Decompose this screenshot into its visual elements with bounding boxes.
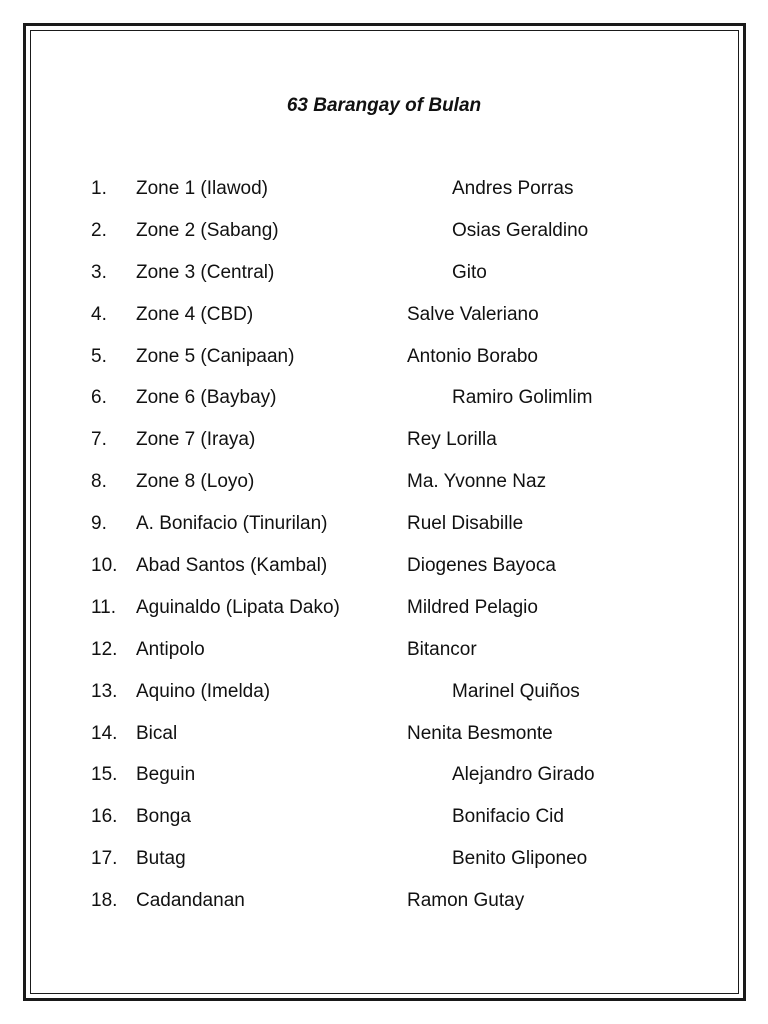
barangay-captain: Andres Porras: [452, 178, 574, 199]
barangay-captain: Osias Geraldino: [452, 219, 589, 241]
list-item: [0, 345, 768, 387]
barangay-captain: Alejandro Girado: [452, 764, 595, 786]
item-number: 11.: [91, 596, 117, 618]
list-item: [0, 722, 768, 764]
item-number: 13.: [91, 680, 118, 702]
barangay-name: Zone 2 (Sabang): [136, 219, 279, 241]
barangay-captain: Bitancor: [407, 638, 477, 660]
barangay-captain: Ramiro Golimlim: [452, 387, 593, 409]
list-item: [0, 805, 768, 847]
barangay-captain: Ma. Yvonne Naz: [407, 471, 547, 493]
barangay-name: Cadandanan: [136, 890, 245, 912]
barangay-name: Zone 6 (Baybay): [136, 387, 277, 409]
list-item: [0, 680, 768, 722]
item-number: 2.: [91, 219, 107, 241]
item-number: 1.: [91, 178, 107, 199]
barangay-captain: Rey Lorilla: [407, 429, 497, 451]
list-item: [0, 177, 768, 219]
item-number: 16.: [91, 806, 118, 828]
list-item: [0, 428, 768, 470]
barangay-captain: Mildred Pelagio: [407, 596, 538, 618]
barangay-list: [0, 177, 768, 931]
list-item: [0, 596, 768, 638]
list-item: [0, 470, 768, 512]
barangay-name: Zone 7 (Iraya): [136, 429, 256, 451]
barangay-name: Aguinaldo (Lipata Dako): [136, 596, 340, 618]
barangay-captain: Gito: [452, 261, 487, 283]
list-item: [0, 889, 768, 931]
barangay-name: Zone 3 (Central): [136, 261, 275, 283]
barangay-name: Abad Santos (Kambal): [136, 555, 328, 577]
item-number: 18.: [91, 890, 118, 912]
barangay-captain: Diogenes Bayoca: [407, 555, 556, 577]
barangay-name: Antipolo: [136, 638, 205, 660]
barangay-captain: Nenita Besmonte: [407, 722, 553, 744]
barangay-name: Beguin: [136, 764, 196, 786]
barangay-name: A. Bonifacio (Tinurilan): [136, 513, 328, 535]
barangay-name: Zone 4 (CBD): [136, 303, 254, 325]
barangay-name: Zone 1 (Ilawod): [136, 178, 269, 199]
list-item: [0, 554, 768, 596]
item-number: 17.: [91, 848, 118, 870]
document-title: 63 Barangay of Bulan: [286, 95, 482, 116]
list-item: [0, 638, 768, 680]
barangay-name: Zone 8 (Loyo): [136, 471, 255, 493]
list-item: [0, 303, 768, 345]
item-number: 10.: [91, 555, 118, 577]
list-item: [0, 386, 768, 428]
item-number: 5.: [91, 345, 107, 367]
item-number: 12.: [91, 638, 118, 660]
barangay-captain: Marinel Quiños: [452, 680, 580, 702]
barangay-name: Aquino (Imelda): [136, 680, 271, 702]
barangay-captain: Benito Gliponeo: [452, 848, 588, 870]
item-number: 7.: [91, 429, 107, 451]
barangay-name: Bical: [136, 722, 178, 744]
item-number: 8.: [91, 471, 107, 493]
list-item: [0, 512, 768, 554]
item-number: 4.: [91, 303, 107, 325]
barangay-name: Butag: [136, 848, 186, 870]
list-item: [0, 763, 768, 805]
barangay-captain: Antonio Borabo: [407, 345, 538, 367]
barangay-captain: Ramon Gutay: [407, 890, 525, 912]
item-number: 3.: [91, 261, 107, 283]
item-number: 14.: [91, 722, 118, 744]
barangay-captain: Bonifacio Cid: [452, 806, 564, 828]
list-item: [0, 219, 768, 261]
barangay-captain: Salve Valeriano: [407, 303, 539, 325]
list-item: [0, 261, 768, 303]
barangay-name: Zone 5 (Canipaan): [136, 345, 295, 367]
barangay-name: Bonga: [136, 806, 191, 828]
list-item: [0, 847, 768, 889]
item-number: 9.: [91, 513, 107, 535]
item-number: 15.: [91, 764, 118, 786]
barangay-captain: Ruel Disabille: [407, 513, 524, 535]
item-number: 6.: [91, 387, 107, 409]
